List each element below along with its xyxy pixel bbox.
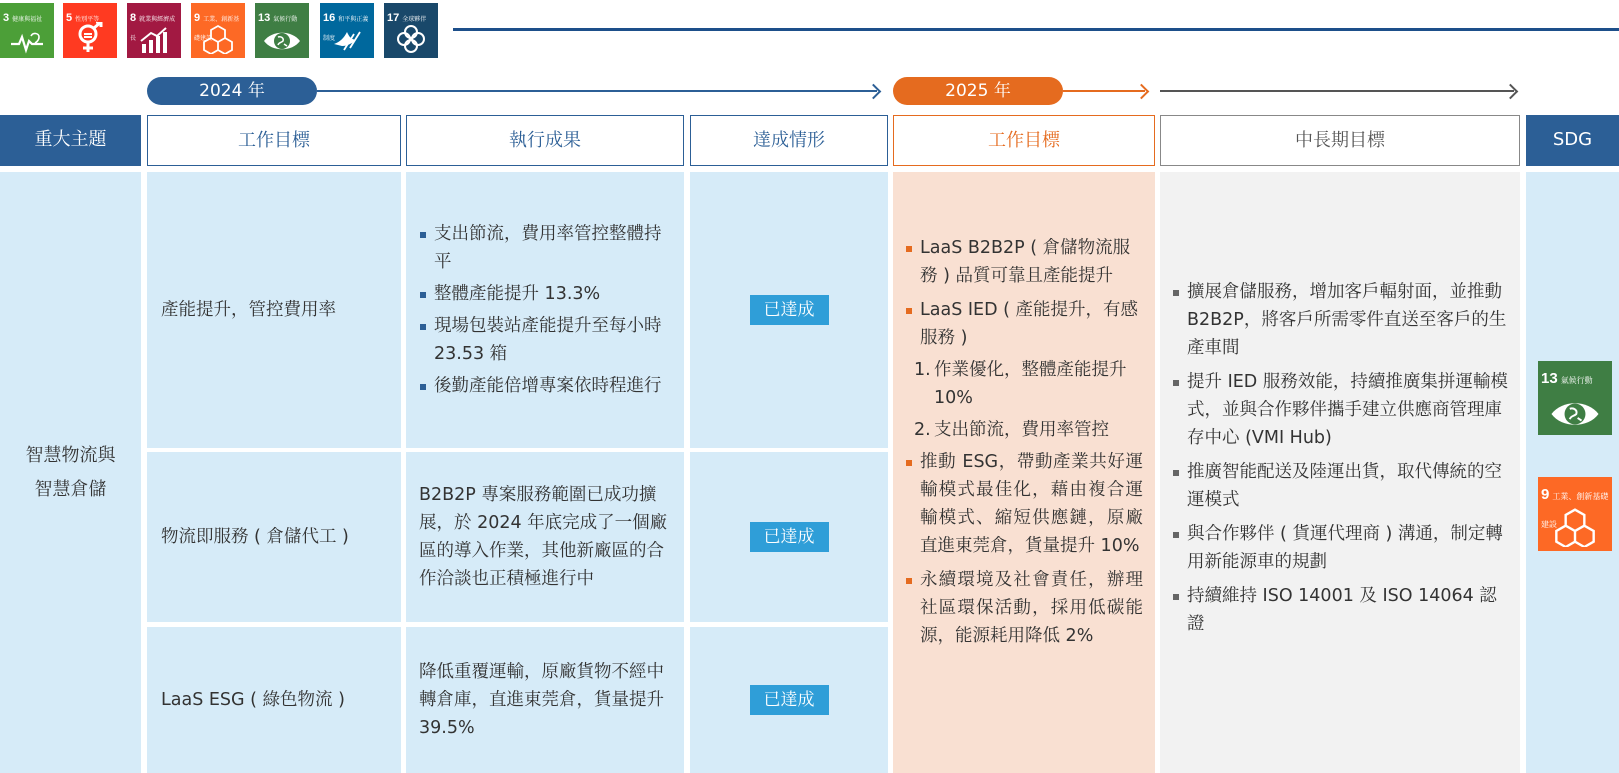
sdg-8-icon: 8 就業與經濟成長 (127, 3, 181, 58)
eye-globe-icon (262, 28, 302, 54)
row3-result (406, 627, 684, 773)
sub-item-text: 作業優化，整體產能提升 10% (934, 360, 1127, 408)
row2-goal-text: 物流即服務 ( 倉儲代工 ) (161, 527, 349, 547)
sub-item-text: 支出節流，費用率管控 (934, 420, 1109, 440)
sub-item-number: 2. (914, 420, 931, 440)
header-status: 達成情形 (690, 115, 888, 166)
header-result: 執行成果 (406, 115, 684, 166)
long-term-cell (1160, 172, 1520, 773)
row1-goal (147, 172, 401, 448)
growth-chart-icon (139, 26, 169, 54)
sdg-13-badge: 13 氣候行動 (1538, 361, 1612, 435)
row1-status (690, 172, 888, 448)
sub-item-number: 1. (914, 360, 931, 380)
sdg-16-icon: 16 和平與正義制度 (320, 3, 374, 58)
year-2024-pill: 2024 年 (147, 77, 317, 105)
list-item: 提升 IED 服務效能，持續推廣集拼運輸模式，並與合作夥伴攜手建立供應商管理庫存中心 (VMI Hub) (1172, 368, 1508, 452)
flower-icon (396, 24, 426, 54)
list-item: 推動 ESG，帶動產業共好運輸模式最佳化，藉由複合運輸模式、縮短供應鏈，原廠直進東莞倉，貨量提升 10% (905, 448, 1143, 560)
status-badge: 已達成 (750, 685, 829, 715)
sdg-9-icon: 9 工業、創新基礎建設 (191, 3, 245, 58)
list-item: 支出節流，費用率管控整體持平 (419, 220, 674, 276)
list-item: 擴展倉儲服務，增加客戶輻射面，並推動 B2B2P，將客戶所需零件直送至客戶的生產車間 (1172, 278, 1508, 362)
row2-goal (147, 452, 401, 622)
topic-cell (0, 172, 141, 773)
list-item: LaaS B2B2P ( 倉儲物流服務 ) 品質可靠且產能提升 (905, 234, 1143, 290)
row3-status (690, 627, 888, 773)
cubes-icon (203, 24, 233, 54)
sdg-9-badge: 9 工業、創新基礎建設 (1538, 477, 1612, 551)
dove-icon (330, 26, 364, 54)
header-rule (453, 28, 1619, 31)
sdg-3-icon: 3 健康與福祉 (0, 3, 54, 58)
header-goal-2024: 工作目標 (147, 115, 401, 166)
list-item (905, 296, 1143, 444)
eye-globe-icon (1547, 397, 1603, 431)
row2-status (690, 452, 888, 622)
goals-2025-list (905, 234, 1143, 650)
heartbeat-icon (9, 32, 45, 54)
list-item-text: LaaS IED ( 產能提升，有感服務 ) (920, 300, 1139, 348)
cubes-icon (1555, 507, 1595, 547)
list-item: 現場包裝站產能提升至每小時 23.53 箱 (419, 312, 674, 368)
row3-goal-text: LaaS ESG ( 綠色物流 ) (161, 690, 345, 710)
status-badge: 已達成 (750, 295, 829, 325)
sdg-cell (1526, 172, 1619, 773)
list-item: 永續環境及社會責任，辦理社區環保活動，採用低碳能源，能源耗用降低 2% (905, 566, 1143, 650)
list-item: 後勤產能倍增專案依時程進行 (419, 372, 674, 400)
list-item: 推廣智能配送及陸運出貨，取代傳統的空運模式 (1172, 458, 1508, 514)
row1-result (406, 172, 684, 448)
row2-result-text: B2B2P 專案服務範圍已成功擴展，於 2024 年底完成了一個廠區的導入作業，其他新廠區的合作洽談也正積極進行中 (419, 485, 668, 589)
sub-list-item (914, 356, 1143, 412)
sub-list (910, 356, 1143, 444)
topic-label: 智慧物流與智慧倉儲 (25, 444, 116, 500)
arrow-right-icon (866, 84, 882, 100)
sdg-5-icon: 5 性別平等 (63, 3, 117, 58)
arrow-right-icon (1503, 84, 1519, 100)
row3-goal (147, 627, 401, 773)
sub-list-item (914, 416, 1143, 444)
status-badge: 已達成 (750, 522, 829, 552)
year-2025-pill: 2025 年 (893, 77, 1063, 105)
goals-2025-cell (893, 172, 1155, 773)
header-long-term: 中長期目標 (1160, 115, 1520, 166)
sdg-13-icon: 13 氣候行動 (255, 3, 309, 58)
header-topic: 重大主題 (0, 115, 141, 166)
header-sdg: SDG (1526, 115, 1619, 166)
row3-result-text: 降低重覆運輸，原廠貨物不經中轉倉庫，直進東莞倉，貨量提升 39.5% (419, 662, 664, 738)
gender-icon (75, 22, 105, 54)
long-term-list (1172, 278, 1508, 638)
list-item: 整體產能提升 13.3% (419, 280, 674, 308)
timeline-longterm-line (1160, 90, 1514, 92)
row1-goal-text: 產能提升，管控費用率 (161, 300, 336, 320)
row1-result-list (419, 220, 674, 400)
timeline-2024-line (317, 90, 877, 92)
list-item: 與合作夥伴 ( 貨運代理商 ) 溝通，制定轉用新能源車的規劃 (1172, 520, 1508, 576)
list-item: 持續維持 ISO 14001 及 ISO 14064 認證 (1172, 582, 1508, 638)
arrow-right-icon (1134, 84, 1150, 100)
header-goal-2025: 工作目標 (893, 115, 1155, 166)
sdg-17-icon: 17 全球夥伴 (384, 3, 438, 58)
row2-result (406, 452, 684, 622)
